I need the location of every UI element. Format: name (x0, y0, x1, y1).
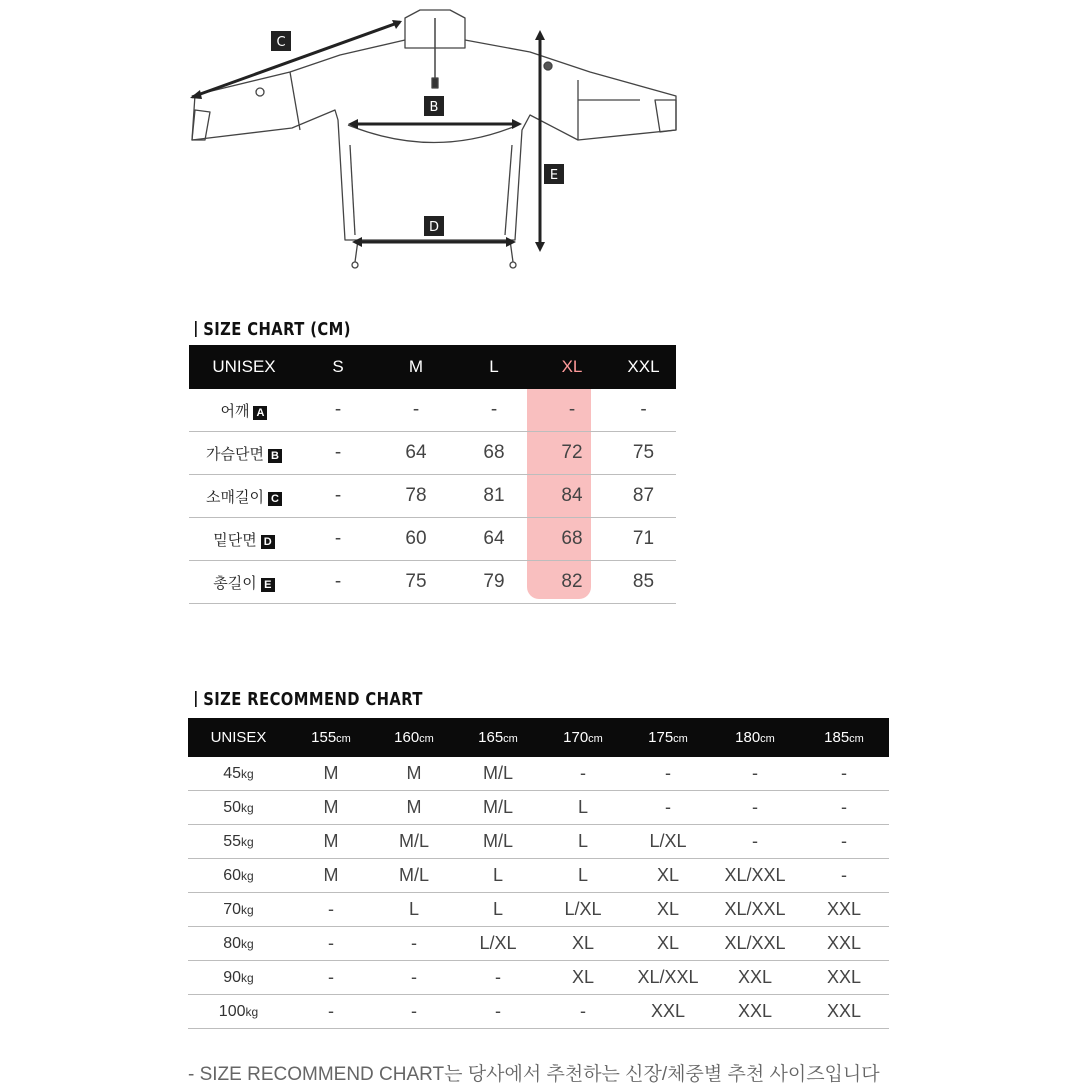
height-value: 165 (478, 729, 504, 746)
recommend-size-cell: M/L (373, 859, 455, 893)
height-header-cell (799, 718, 889, 757)
recommend-size-cell: XL (625, 893, 711, 927)
recommend-size-cell: - (711, 757, 799, 791)
size-value-cell: 87 (611, 475, 676, 518)
height-unit: cm (503, 733, 518, 745)
size-value-cell: 71 (611, 518, 676, 561)
recommend-size-cell: XXL (711, 995, 799, 1029)
recommend-size-cell: XL (541, 961, 625, 995)
weight-value: 50 (223, 798, 242, 816)
weight-row (188, 961, 889, 995)
header-cell: XXL (611, 345, 676, 389)
recommend-size-cell: L (373, 893, 455, 927)
recommend-size-cell: XXL (799, 961, 889, 995)
row-label (189, 432, 299, 475)
size-value-cell: 64 (377, 432, 455, 475)
measure-letter-badge: D (261, 535, 275, 549)
weight-unit: kg (241, 766, 254, 781)
header-cell: S (299, 345, 377, 389)
size-chart-header-row (189, 345, 676, 389)
height-value: 185 (824, 729, 850, 746)
recommend-note: - SIZE RECOMMEND CHART는 당사에서 추천하는 신장/체중별 추천 사이즈입니다 (188, 1064, 880, 1085)
size-row (189, 561, 676, 604)
recommend-size-cell: - (289, 893, 373, 927)
height-unit: cm (849, 733, 864, 745)
size-value-cell: - (299, 475, 377, 518)
recommend-size-cell: - (455, 995, 541, 1029)
recommend-size-cell: - (799, 859, 889, 893)
height-value: 180 (735, 729, 761, 746)
recommend-size-cell: - (711, 825, 799, 859)
recommend-size-cell: - (455, 961, 541, 995)
size-value-cell: 68 (455, 432, 533, 475)
row-label-text: 소매길이 (206, 488, 264, 506)
size-chart-title (195, 319, 351, 340)
height-unit: cm (673, 733, 688, 745)
weight-label (188, 961, 289, 995)
recommend-size-cell: XXL (799, 927, 889, 961)
row-label-text: 총길이 (213, 574, 257, 592)
weight-label (188, 791, 289, 825)
header-cell: UNISEX (189, 345, 299, 389)
size-value-cell: 84 (533, 475, 611, 518)
size-value-cell: - (299, 389, 377, 432)
weight-value: 80 (223, 934, 242, 952)
recommend-size-cell: XL (625, 859, 711, 893)
height-unit: cm (419, 733, 434, 745)
size-value-cell: - (455, 389, 533, 432)
weight-row (188, 893, 889, 927)
recommend-size-cell: L (541, 825, 625, 859)
recommend-size-cell: - (373, 995, 455, 1029)
recommend-size-cell: XXL (625, 995, 711, 1029)
size-row (189, 475, 676, 518)
recommend-size-cell: M (289, 859, 373, 893)
height-header-cell (289, 718, 373, 757)
weight-value: 60 (223, 866, 242, 884)
recommend-size-cell: XL/XXL (625, 961, 711, 995)
weight-label (188, 927, 289, 961)
height-value: 170 (563, 729, 589, 746)
recommend-size-cell: L (541, 791, 625, 825)
label-b: B (429, 100, 439, 115)
weight-value: 90 (223, 968, 242, 986)
size-value-cell: 75 (377, 561, 455, 604)
recommend-size-cell: - (289, 961, 373, 995)
recommend-size-cell: M (289, 825, 373, 859)
header-cell: UNISEX (188, 718, 289, 757)
recommend-size-cell: L (455, 859, 541, 893)
weight-row (188, 859, 889, 893)
size-value-cell: 85 (611, 561, 676, 604)
size-value-cell: 75 (611, 432, 676, 475)
weight-value: 55 (223, 832, 242, 850)
recommend-size-cell: XXL (711, 961, 799, 995)
jacket-measurement-diagram (0, 0, 1076, 300)
weight-unit: kg (245, 1004, 259, 1019)
weight-row (188, 995, 889, 1029)
height-value: 155 (311, 729, 337, 746)
title-bar-icon (195, 321, 197, 337)
weight-row (188, 927, 889, 961)
recommend-size-cell: - (541, 757, 625, 791)
recommend-size-cell: - (799, 791, 889, 825)
size-row (189, 432, 676, 475)
size-value-cell: - (611, 389, 676, 432)
height-header-cell (541, 718, 625, 757)
recommend-size-cell: XL/XXL (711, 893, 799, 927)
recommend-chart-table (188, 718, 889, 1029)
recommend-size-cell: L/XL (455, 927, 541, 961)
recommend-size-cell: M (373, 791, 455, 825)
size-value-cell: 64 (455, 518, 533, 561)
recommend-size-cell: M/L (455, 791, 541, 825)
size-value-cell: 79 (455, 561, 533, 604)
recommend-size-cell: XL (541, 927, 625, 961)
size-value-cell: - (299, 561, 377, 604)
recommend-size-cell: - (799, 757, 889, 791)
recommend-size-cell: - (541, 995, 625, 1029)
height-unit: cm (760, 733, 775, 745)
weight-value: 70 (223, 900, 242, 918)
weight-row (188, 757, 889, 791)
height-value: 160 (394, 729, 420, 746)
height-unit: cm (588, 733, 603, 745)
header-cell: L (455, 345, 533, 389)
size-value-cell: 68 (533, 518, 611, 561)
weight-unit: kg (241, 800, 254, 815)
recommend-size-cell: - (625, 757, 711, 791)
height-header-cell (711, 718, 799, 757)
height-unit: cm (336, 733, 351, 745)
recommend-chart-title-text: SIZE RECOMMEND CHART (203, 689, 423, 710)
size-value-cell: 82 (533, 561, 611, 604)
title-bar-icon (195, 691, 197, 707)
recommend-size-cell: - (711, 791, 799, 825)
size-row (189, 389, 676, 432)
weight-label (188, 757, 289, 791)
recommend-size-cell: - (373, 927, 455, 961)
recommend-size-cell: XL (625, 927, 711, 961)
recommend-size-cell: M (373, 757, 455, 791)
recommend-header-row (188, 718, 889, 757)
recommend-size-cell: M/L (455, 825, 541, 859)
recommend-size-cell: L/XL (541, 893, 625, 927)
header-cell-highlighted: XL (533, 345, 611, 389)
label-c: C (276, 35, 286, 50)
row-label-text: 가슴단면 (206, 445, 264, 463)
measure-letter-badge: B (268, 449, 282, 463)
height-header-cell (373, 718, 455, 757)
row-label-text: 밑단면 (213, 531, 257, 549)
recommend-size-cell: - (799, 825, 889, 859)
size-value-cell: - (299, 432, 377, 475)
weight-unit: kg (241, 868, 254, 883)
label-d: D (428, 220, 440, 235)
row-label (189, 561, 299, 604)
recommend-size-cell: L (455, 893, 541, 927)
recommend-size-cell: M (289, 757, 373, 791)
recommend-size-cell: M/L (455, 757, 541, 791)
recommend-size-cell: XL/XXL (711, 927, 799, 961)
label-e: E (549, 168, 559, 183)
weight-unit: kg (241, 936, 254, 951)
weight-unit: kg (241, 834, 254, 849)
measure-letter-badge: C (268, 492, 282, 506)
recommend-size-cell: L/XL (625, 825, 711, 859)
row-label (189, 389, 299, 432)
weight-label (188, 893, 289, 927)
header-cell: M (377, 345, 455, 389)
size-chart-title-text: SIZE CHART (CM) (203, 319, 351, 340)
recommend-chart-title (195, 689, 423, 710)
row-label (189, 518, 299, 561)
row-label (189, 475, 299, 518)
size-value-cell: 60 (377, 518, 455, 561)
recommend-size-cell: XXL (799, 995, 889, 1029)
weight-row (188, 825, 889, 859)
measure-letter-badge: A (253, 406, 267, 420)
weight-label (188, 995, 289, 1029)
recommend-size-cell: - (289, 995, 373, 1029)
weight-value: 45 (223, 764, 242, 782)
weight-value: 100 (218, 1002, 246, 1020)
row-label-text: 어깨 (220, 402, 250, 420)
size-row (189, 518, 676, 561)
height-value: 175 (648, 729, 674, 746)
recommend-size-cell: L (541, 859, 625, 893)
weight-unit: kg (241, 902, 254, 917)
recommend-size-cell: XXL (799, 893, 889, 927)
recommend-size-cell: M (289, 791, 373, 825)
weight-label (188, 859, 289, 893)
size-value-cell: - (377, 389, 455, 432)
recommend-size-cell: - (373, 961, 455, 995)
size-chart-table (189, 345, 676, 604)
size-value-cell: 81 (455, 475, 533, 518)
size-value-cell: - (533, 389, 611, 432)
weight-label (188, 825, 289, 859)
recommend-size-cell: - (625, 791, 711, 825)
weight-row (188, 791, 889, 825)
measure-letter-badge: E (261, 578, 275, 592)
weight-unit: kg (241, 970, 254, 985)
height-header-cell (455, 718, 541, 757)
recommend-size-cell: - (289, 927, 373, 961)
recommend-size-cell: M/L (373, 825, 455, 859)
size-value-cell: 78 (377, 475, 455, 518)
size-value-cell: 72 (533, 432, 611, 475)
size-value-cell: - (299, 518, 377, 561)
recommend-size-cell: XL/XXL (711, 859, 799, 893)
height-header-cell (625, 718, 711, 757)
